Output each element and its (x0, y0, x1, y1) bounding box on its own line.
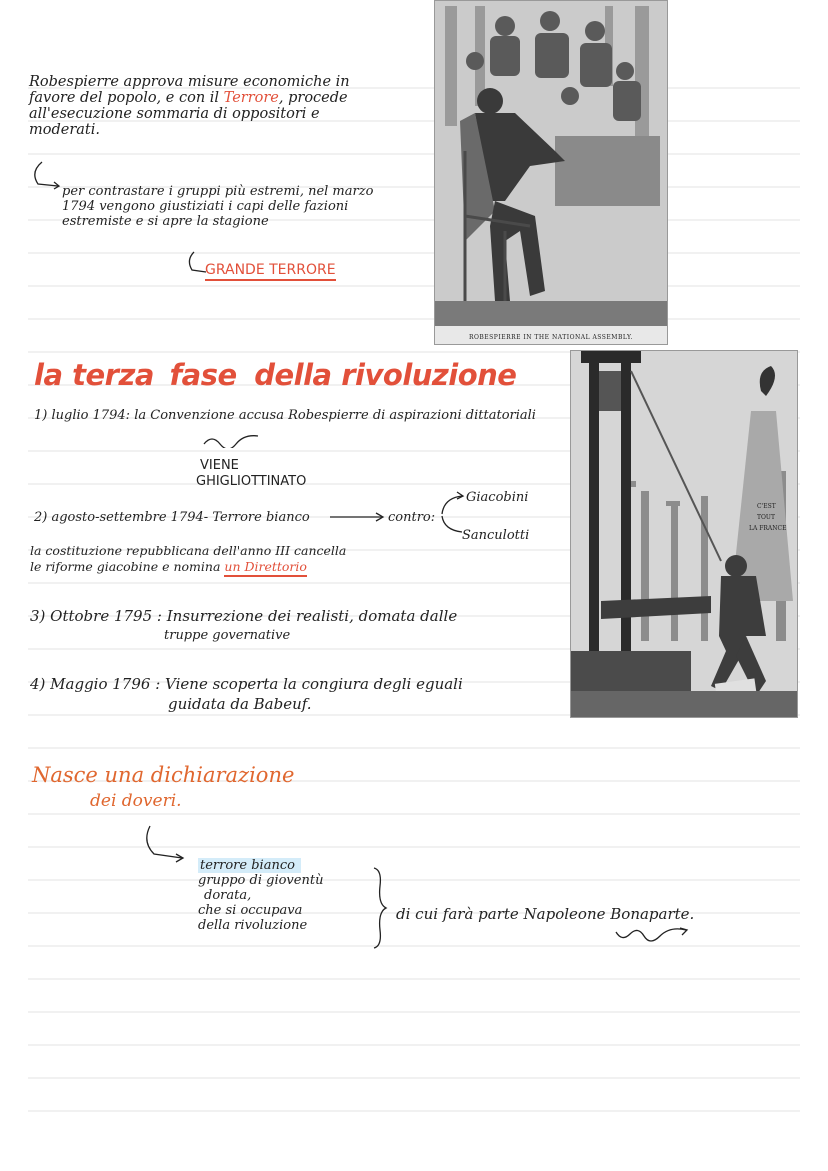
engraving-caption: ROBESPIERRE IN THE NATIONAL ASSEMBLY. (468, 334, 634, 341)
second-line-3: estremiste e si apre la stagione (62, 214, 269, 229)
item-2-detail (30, 543, 346, 575)
robespierre-engraving (434, 0, 668, 345)
item-4-line-2: guidata da Babeuf. (168, 695, 312, 713)
conclusion-text: di cui farà parte Napoleone Bonaparte. (396, 905, 695, 923)
item-3-label: 3) Ottobre 1795 : (30, 607, 162, 625)
top-line-2: favore del popolo, e con il Terrore, procede (29, 90, 348, 106)
item-2-label: 2) agosto-settembre 1794- (34, 510, 209, 525)
branch-giacobini: Giacobini (466, 490, 529, 505)
detail-rivoluzione: della rivoluzione (198, 918, 308, 933)
engraving-illustration (435, 1, 667, 344)
title-word-1: la (34, 358, 63, 392)
right-arrow-icon (328, 510, 388, 524)
item-1-text: la Convenzione accusa Robespierre di aspirazioni dittatoriali (134, 408, 536, 423)
bottom-heading-2: dei doveri. (90, 791, 182, 811)
second-line-2: 1794 vengono giustiziati i capi delle fazioni (62, 199, 349, 214)
item-2-text: Terrore bianco (212, 510, 310, 525)
item-1-result (196, 458, 306, 490)
item-4-label: 4) Maggio 1796 : (30, 675, 161, 693)
terrore-highlight: Terrore (223, 90, 279, 106)
top-paragraph (29, 74, 350, 138)
title-word-2: terza (72, 358, 154, 392)
page-title (34, 358, 516, 392)
top-line-3: all'esecuzione sommaria di oppositori e (29, 106, 320, 122)
item-3 (30, 606, 457, 646)
item-1-label: 1) luglio 1794: (34, 408, 131, 423)
detail-terrore-bianco: terrore bianco (198, 858, 323, 873)
title-word-5: rivoluzione (341, 358, 517, 392)
detail-dorata: dorata, (204, 888, 252, 903)
guillotine-sign-line3: LA FRANCE (749, 525, 787, 532)
bottom-heading-1: Nasce una dichiarazione (32, 763, 295, 787)
direttorio-highlight: un Direttorio (224, 559, 307, 577)
detail-gruppo: gruppo di gioventù (198, 873, 324, 888)
item-1-result-1: VIENE (200, 458, 239, 473)
squiggle-arrow-icon (202, 432, 262, 448)
item-2-contro: contro: (388, 510, 436, 525)
grande-terrore-label: GRANDE TERRORE (205, 262, 336, 278)
item-1 (34, 408, 536, 424)
title-word-3: fase (169, 358, 237, 392)
item-2 (34, 510, 310, 526)
curly-brace-icon (368, 866, 390, 950)
detail-occupava: che si occupava (198, 903, 303, 918)
guillotine-sign-line2: TOUT (757, 514, 775, 521)
item-2-line-2: la costituzione repubblicana dell'anno III cancella (30, 543, 347, 558)
guillotine-image (570, 350, 798, 718)
top-line-4: moderati. (29, 122, 100, 138)
title-word-4: della (254, 358, 332, 392)
top-line-1: Robespierre approva misure economiche in (29, 74, 350, 90)
squiggle-arrow-icon (614, 926, 690, 944)
second-line-1: per contrastare i gruppi più estremi, nel marzo (62, 184, 374, 199)
item-2-line-3: le riforme giacobine e nomina un Direttorio (30, 559, 346, 575)
item-3-line-1: Insurrezione dei realisti, domata dalle (166, 607, 458, 625)
curved-arrow-icon (142, 822, 192, 866)
guillotine-sign-line1: C'EST (757, 503, 776, 510)
item-1-result-2: GHIGLIOTTINATO (196, 474, 307, 489)
item-4 (30, 674, 463, 714)
branch-sanculotti: Sanculotti (462, 528, 530, 543)
second-paragraph (62, 184, 373, 229)
terrore-bianco-details (198, 858, 323, 933)
item-4-line-1: Viene scoperta la congiura degli eguali (165, 675, 463, 693)
bottom-heading (32, 762, 294, 814)
item-3-line-2: truppe governative (164, 628, 291, 643)
guillotine-illustration (571, 351, 797, 717)
